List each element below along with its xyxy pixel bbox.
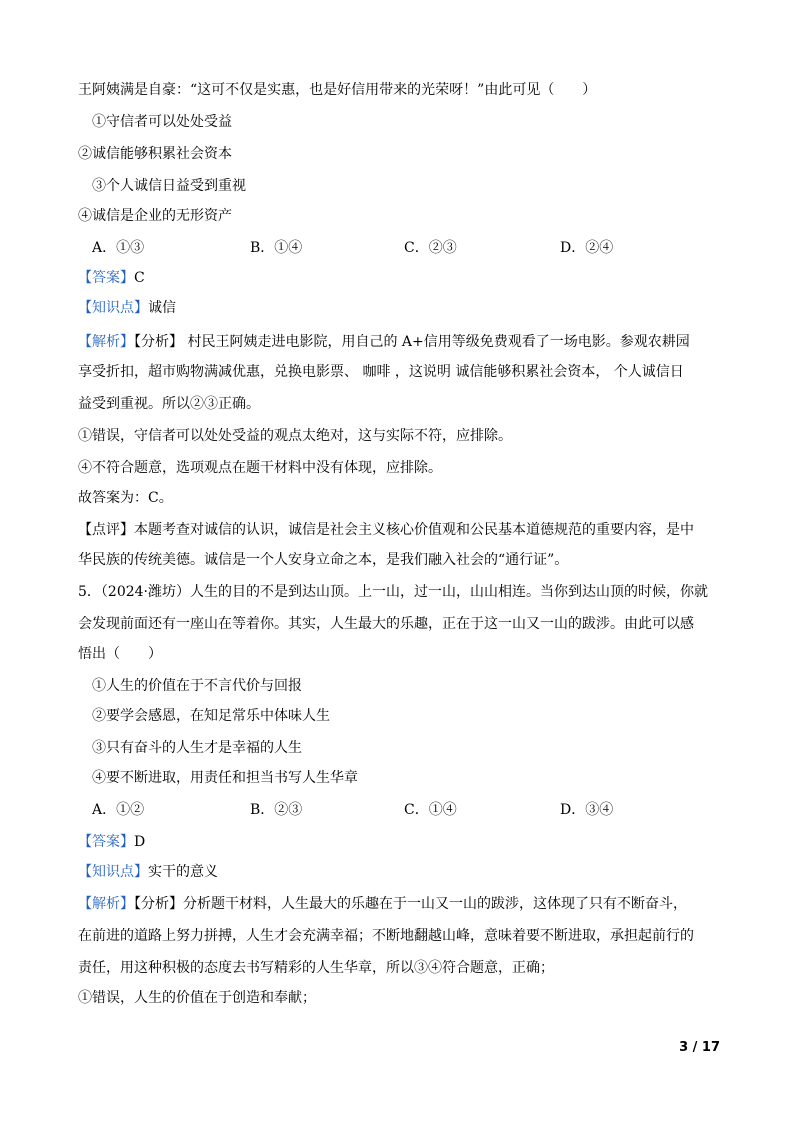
q5-stem-line-1: 5．（2024·潍坊）人生的目的不是到达山顶。上一山，过一山，山山相连。当你到达山顶的时候，你就 bbox=[78, 584, 708, 600]
q4-analysis-line-3: 益受到重视。所以②③正确。 bbox=[78, 396, 260, 412]
analysis-tag: 【解析】 bbox=[78, 896, 134, 912]
q5-stem-line-3: 悟出（ ） bbox=[78, 646, 162, 662]
q4-option-c: C．②③ bbox=[404, 240, 457, 256]
q4-option-b: B．①④ bbox=[250, 240, 303, 256]
analysis-text: 分析题干材料，人生最大的乐趣在于一山又一山的跋涉，这体现了只有不断奋斗， bbox=[183, 896, 687, 912]
page-number: 3 / 17 bbox=[679, 1040, 720, 1055]
knowledge-tag: 【知识点】 bbox=[78, 300, 148, 316]
knowledge-value: 诚信 bbox=[148, 300, 176, 316]
q5-option-b: B．②③ bbox=[250, 802, 303, 818]
q5-option-a: A．①② bbox=[92, 802, 145, 818]
q4-analysis-line-6: 故答案为：C。 bbox=[78, 490, 173, 506]
knowledge-tag: 【知识点】 bbox=[78, 864, 148, 880]
q5-item-1: ①人生的价值在于不言代价与回报 bbox=[92, 678, 302, 694]
q5-answer bbox=[78, 832, 145, 852]
analysis-sub-tag: 【分析】 bbox=[134, 334, 183, 350]
q5-knowledge-point bbox=[78, 862, 218, 882]
q4-option-d: D．②④ bbox=[560, 240, 614, 256]
q4-analysis-line-2: 享受折扣，超市购物满减优惠，兑换电影票、 咖啡 ，这说明 诚信能够积累社会资本， 个人诚信日 bbox=[78, 364, 684, 380]
q5-item-3: ③只有奋斗的人生才是幸福的人生 bbox=[92, 740, 302, 756]
q5-item-4: ④要不断进取，用责任和担当书写人生华章 bbox=[92, 770, 358, 786]
q5-stem-line-2: 会发现前面还有一座山在等着你。其实，人生最大的乐趣，正在于这一山又一山的跋涉。由此可以感 bbox=[78, 616, 694, 632]
answer-tag: 【答案】 bbox=[78, 270, 134, 286]
answer-value: C bbox=[134, 270, 145, 286]
analysis-sub-tag: 【分析】 bbox=[134, 896, 183, 912]
q4-comment-line-2: 华民族的传统美德。诚信是一个人安身立命之本，是我们融入社会的“通行证”。 bbox=[78, 552, 569, 568]
q4-item-2: ②诚信能够积累社会资本 bbox=[78, 146, 232, 162]
q4-item-1: ①守信者可以处处受益 bbox=[92, 114, 232, 130]
q4-answer bbox=[78, 268, 145, 288]
q5-analysis-line-4: ①错误，人生的价值在于创造和奉献； bbox=[78, 990, 316, 1006]
answer-value: D bbox=[134, 834, 146, 850]
q5-option-c: C．①④ bbox=[404, 802, 457, 818]
q4-analysis-line-4: ①错误，守信者可以处处受益的观点太绝对，这与实际不符，应排除。 bbox=[78, 428, 512, 444]
q4-knowledge-point bbox=[78, 298, 176, 318]
q5-analysis-line-2: 在前进的道路上努力拼搏，人生才会充满幸福；不断地翻越山峰，意味着要不断进取，承担起前行的 bbox=[78, 928, 694, 944]
q4-analysis-line-5: ④不符合题意，选项观点在题干材料中没有体现，应排除。 bbox=[78, 460, 442, 476]
knowledge-value: 实干的意义 bbox=[148, 864, 218, 880]
q5-item-2: ②要学会感恩，在知足常乐中体味人生 bbox=[92, 708, 330, 724]
q4-stem: 王阿姨满是自豪：“这可不仅是实惠，也是好信用带来的光荣呀！”由此可见（ ） bbox=[78, 82, 597, 98]
analysis-tag: 【解析】 bbox=[78, 334, 134, 350]
q4-comment-line-1: 【点评】本题考查对诚信的认识，诚信是社会主义核心价值观和公民基本道德规范的重要内容，是中 bbox=[78, 522, 694, 538]
q4-item-4: ④诚信是企业的无形资产 bbox=[78, 208, 232, 224]
answer-tag: 【答案】 bbox=[78, 834, 134, 850]
q5-option-d: D．③④ bbox=[560, 802, 614, 818]
q5-analysis-line-1 bbox=[78, 894, 687, 914]
q5-analysis-line-3: 责任，用这种积极的态度去书写精彩的人生华章，所以③④符合题意，正确； bbox=[78, 960, 554, 976]
q4-analysis-line-1 bbox=[78, 332, 690, 352]
q4-option-a: A．①③ bbox=[92, 240, 145, 256]
analysis-text: 村民王阿姨走进电影院，用自己的 A+信用等级免费观看了一场电影。参观农耕园 bbox=[183, 334, 690, 350]
q4-item-3: ③个人诚信日益受到重视 bbox=[92, 178, 246, 194]
